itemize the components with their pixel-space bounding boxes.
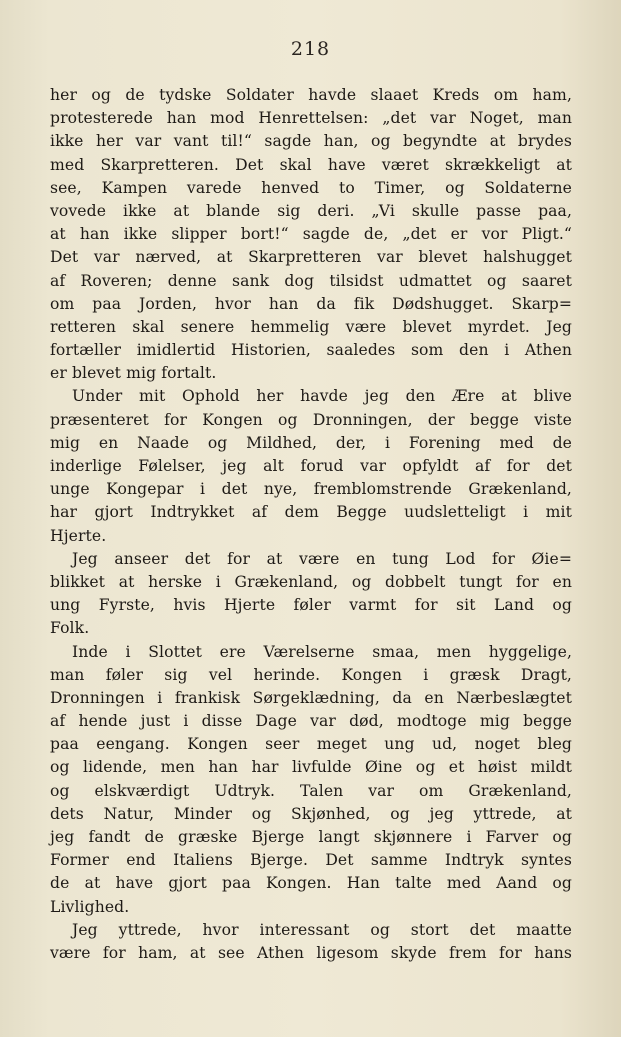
text-line: retteren skal senere hemmelig være blevet myrdet. Jeg	[50, 317, 572, 336]
text-line: præsenteret for Kongen og Dronningen, der begge viste	[50, 410, 572, 429]
text-line: har gjort Indtrykket af dem Begge uudsletteligt i mit	[50, 503, 572, 522]
text-line: Jeg anseer det for at være en tung Lod for Øie=	[72, 549, 572, 568]
text-line: at han ikke slipper bort!“ sagde de, „det er vor Pligt.“	[50, 225, 572, 244]
text-line: Inde i Slottet ere Værelserne smaa, men hyggelige,	[72, 642, 572, 661]
text-line: de at have gjort paa Kongen. Han talte med Aand og	[50, 874, 572, 893]
text-line: ung Fyrste, hvis Hjerte føler varmt for sit Land og	[50, 596, 572, 615]
text-line: og elskværdigt Udtryk. Talen var om Grækenland,	[50, 781, 572, 800]
text-line: blikket at herske i Grækenland, og dobbelt tungt for en	[50, 572, 572, 591]
text-line: vovede ikke at blande sig deri. „Vi skulle passe paa,	[50, 201, 572, 220]
text-line: fortæller imidlertid Historien, saaledes som den i Athen	[50, 341, 572, 360]
body-text	[50, 84, 572, 965]
text-line: jeg fandt de græske Bjerge langt skjønnere i Farver og	[50, 828, 572, 846]
text-line: inderlige Følelser, jeg alt forud var opfyldt af for det	[50, 457, 572, 475]
text-line: er blevet mig fortalt.	[50, 364, 217, 383]
text-line: og lidende, men han har livfulde Øine og et høist mildt	[50, 758, 572, 777]
text-line: her og de tydske Soldater havde slaaet Kreds om ham,	[50, 86, 572, 104]
text-line: man føler sig vel herinde. Kongen i græsk Dragt,	[50, 665, 572, 684]
text-line: Jeg yttrede, hvor interessant og stort det maatte	[72, 920, 572, 939]
text-line: paa eengang. Kongen seer meget ung ud, noget bleg	[50, 735, 572, 754]
text-line: protesterede han mod Henrettelsen: „det var Noget, man	[50, 109, 572, 128]
text-line: unge Kongepar i det nye, fremblomstrende Grækenland,	[50, 480, 572, 499]
text-line: af Roveren; denne sank dog tilsidst udmattet og saaret	[50, 271, 572, 290]
text-line: Dronningen i frankisk Sørgeklædning, da en Nærbeslægtet	[50, 688, 572, 707]
text-line: Under mit Ophold her havde jeg den Ære at blive	[72, 387, 572, 406]
text-line: om paa Jorden, hvor han da fik Dødshugget. Skarp=	[50, 294, 572, 313]
text-line: Hjerte.	[50, 526, 107, 545]
text-line: være for ham, at see Athen ligesom skyde frem for hans	[50, 943, 572, 962]
page-number: 218	[290, 38, 331, 60]
text-line: af hende just i disse Dage var død, modtoge mig begge	[50, 712, 572, 731]
text-line: dets Natur, Minder og Skjønhed, og jeg yttrede, at	[50, 804, 572, 823]
text-line: Det var nærved, at Skarpretteren var blevet halshugget	[50, 248, 572, 267]
text-line: Folk.	[50, 619, 90, 638]
text-line: ikke her var vant til!“ sagde han, og begyndte at brydes	[50, 132, 572, 151]
text-line: Livlighed.	[50, 897, 130, 916]
text-line: see, Kampen varede henved to Timer, og Soldaterne	[50, 178, 572, 197]
text-line: mig en Naade og Mildhed, der, i Forening med de	[50, 433, 572, 452]
text-line: med Skarpretteren. Det skal have været skrækkeligt at	[50, 155, 572, 174]
text-line: Former end Italiens Bjerge. Det samme Indtryk syntes	[50, 851, 572, 870]
